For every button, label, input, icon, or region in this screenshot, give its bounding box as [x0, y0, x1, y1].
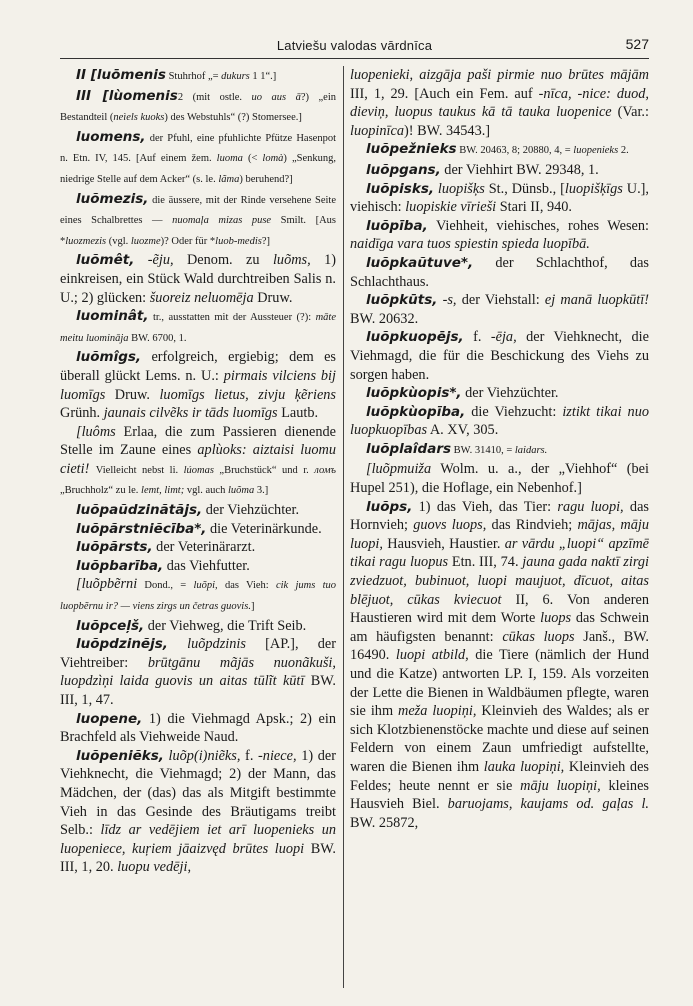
entry-text: BW. 20632. [350, 310, 419, 327]
entry-text: baruojams, kaujams od. gaļas l. [447, 796, 649, 813]
entry-text: Viehheit, viehisches, rohes Wesen: [427, 217, 649, 234]
dictionary-columns [60, 66, 649, 988]
dictionary-entry [60, 635, 336, 709]
entry-text: 3.] [254, 485, 269, 497]
entry-text: luomīgs lietus, zivju ķẽriens [159, 386, 336, 403]
entry-text: der Viehzüchter. [202, 502, 300, 519]
dictionary-entry [350, 254, 649, 291]
entry-text: das Hornvieh; [350, 498, 649, 534]
entry-text: [luõpbẽrni [76, 576, 138, 593]
page-title: Latviešu valodas vārdnīca [276, 38, 433, 53]
dictionary-entry [60, 190, 336, 252]
dictionary-entry [60, 128, 336, 190]
entry-text: luopenieki, aizgāja paši pirmie nuo brūtes mājām [350, 67, 649, 83]
entry-headword: luõpaũdzinãtãjs, [76, 502, 203, 519]
entry-text: tr., ausstatten mit der Aussteuer (?): [148, 312, 316, 324]
entry-text: 2. [618, 145, 629, 157]
entry-text: (mit ostle. [183, 91, 252, 103]
entry-text: Stuhrhof „= [165, 71, 222, 82]
entry-text [168, 636, 187, 652]
entry-text: jaunais cilvẽks ir tāds luomīgs [103, 405, 278, 422]
entry-text: (Var.: [611, 104, 649, 121]
entry-text: der Viehweg, die Trift Seib. [144, 617, 307, 634]
entry-text: „Bruchstück“ und r. [213, 464, 315, 476]
entry-text: guovs luops, [413, 517, 487, 534]
entry-text: St., Dünsb., [ [484, 180, 565, 197]
entry-headword: luõpbarība, [76, 557, 164, 574]
entry-text: lemt, limt; [141, 485, 185, 497]
entry-text: iztikt tikai nuo luopkuopības [350, 403, 649, 439]
dictionary-entry [60, 251, 336, 307]
entry-text: die Tiere (nämlich der Hund und die Katze) antworten LP. I, 159. Als vorzeiten der Lette die Bienen in Waldbäumen pflegte, waren sie ihm [350, 647, 649, 720]
entry-text: Druw. [105, 386, 160, 403]
dictionary-entry [60, 348, 336, 422]
entry-text: das Schwein am häufigsten benannt: [350, 610, 649, 645]
entry-headword: luõpība, [366, 217, 428, 234]
entry-text: 1) der Viehknecht, die Viehmagd; 2) der Mann, das Mädchen, der (das) das als Mitgift bestimmte Vieh in das Gesinde des Bräutigams treibt Selb.: [60, 747, 336, 839]
entry-headword: luõpkùopība, [366, 403, 466, 420]
page-header [60, 30, 649, 59]
entry-text: 1) die Viehmagd Apsk.; 2) ein Brachfeld als Viehweide Naud. [60, 710, 336, 746]
entry-headword: luõpkūts, [366, 292, 438, 309]
dictionary-entry [350, 66, 649, 140]
entry-text: f. [240, 747, 259, 764]
entry-text: Kleinvieh des Feldes; heute nennt er sie [350, 758, 649, 794]
entry-text: lauka luopiņi, [483, 758, 565, 775]
dictionary-entry [350, 291, 649, 328]
entry-text: luops [540, 610, 572, 627]
entry-text: luopi atbild, [395, 647, 469, 664]
dictionary-entry [350, 140, 649, 161]
entry-text: ?] [261, 235, 270, 247]
entry-text: kleines Hausvieh Biel. [350, 777, 649, 813]
entry-text: die Veterinärkunde. [206, 520, 322, 537]
entry-headword: luõpkùopis*, [366, 385, 462, 402]
dictionary-entry [350, 403, 649, 440]
entry-text: ломъ [314, 464, 336, 476]
dictionary-entry [350, 161, 649, 180]
entry-text: [luôms [76, 423, 116, 440]
entry-text: luoma [216, 153, 243, 165]
entry-headword: III [lùomenis [76, 87, 178, 104]
dictionary-entry [350, 180, 649, 217]
entry-text: f. [463, 329, 491, 346]
entry-text: BW. 31410, = [451, 444, 515, 456]
entry-text: naidīga vara tuos spiestin spieda luopībā. [350, 236, 590, 253]
entry-text: luopinīca [350, 122, 405, 139]
dictionary-entry [60, 307, 336, 348]
entry-text: lomà [262, 153, 284, 165]
page-number: 527 [625, 36, 649, 52]
entry-text: luopiskie vīrieši [405, 199, 497, 216]
dictionary-entry [60, 747, 336, 877]
entry-headword: luõpgans, [366, 161, 441, 178]
entry-text: luõpi, [193, 580, 218, 592]
entry-text: der Veterinärarzt. [152, 539, 256, 556]
entry-text: luozme [130, 235, 161, 247]
entry-headword: luõpãrsts, [76, 539, 153, 556]
entry-headword: luõpkuopējs, [366, 329, 464, 346]
entry-text: līdz ar vedējiem iet arī luopenieks un luopeniece, kuŗiem jāaizvęd brūtes luopi [60, 822, 336, 857]
entry-text: māte meitu luomināja [60, 312, 336, 344]
entry-text: vgl. auch [184, 485, 228, 497]
entry-headword: luõpkaũtuve*, [366, 254, 474, 271]
entry-text: Lautb. [277, 405, 319, 422]
entry-text: mājas, māju luopi, [350, 517, 649, 552]
entry-text: -ẽju, [147, 252, 174, 269]
entry-text: das Vieh: [217, 580, 276, 592]
entry-text: -niece, [258, 747, 297, 764]
entry-text: luõpdzinis [187, 636, 246, 653]
entry-text: Wolm. u. a., der „Viehhof“ (bei Hupel 251), die Hoflage, ein Nebenhof.] [350, 461, 649, 497]
entry-text [134, 252, 147, 268]
entry-text: luõma [227, 485, 255, 497]
entry-text: ar vārdu „luopi“ apzīmē tikai ragu luopus [350, 535, 649, 571]
entry-text: das Rindvieh; [486, 517, 578, 534]
entry-text: luopišķīgs [564, 180, 623, 197]
entry-headword: luõpežnieks [366, 141, 457, 158]
dictionary-entry [60, 538, 336, 557]
entry-text: III, 1, 29. [Auch ein Fem. auf [350, 85, 539, 102]
entry-text: die Viehzucht: [465, 403, 563, 420]
dictionary-entry [60, 710, 336, 747]
dictionary-entry [60, 423, 336, 501]
entry-text: luõms, [272, 252, 311, 269]
entry-text: Stari II, 940. [496, 199, 572, 216]
left-column [60, 66, 336, 988]
entry-text: (< [242, 153, 263, 165]
entry-text: lãma [218, 173, 240, 185]
entry-text: 1) das Vieh, das Tier: [412, 498, 558, 515]
entry-headword: luõpceļš, [76, 617, 145, 634]
entry-text: cūkas luops [502, 628, 575, 645]
dictionary-entry [350, 460, 649, 497]
entry-headword: luõpãrstniẽcība*, [76, 520, 207, 537]
entry-headword: luõpeniẽks, [76, 747, 164, 764]
entry-text: Kleinvieh des Waldes; als er sich Klotzbienenstöcke machte und diese auf seinen Feldern von einem Zaun umfriedigt aufstellte, waren die Bienen ihm [350, 703, 649, 775]
entry-text: ) beruhend?] [239, 173, 293, 185]
entry-text: ragu luopi, [557, 498, 624, 515]
entry-text: luozmezis [65, 235, 107, 247]
entry-text: (vgl. [106, 235, 131, 247]
entry-text: [AP.], der Viehtreiber: [60, 636, 336, 671]
entry-text: A. XV, 305. [427, 422, 499, 439]
entry-text: neìels kuoks [113, 112, 165, 124]
entry-text: luõp(i)niẽks, [168, 747, 241, 764]
dictionary-entry [60, 557, 336, 576]
entry-text: ?) „ein Bestandteil ( [60, 91, 336, 124]
entry-headword: luomens, [76, 128, 146, 145]
entry-text: der Viehknecht, die Viehmagd, die für die Beschickung des Viehs zu sorgen haben. [350, 329, 649, 383]
entry-text: Vielleicht nebst li. [95, 464, 184, 476]
entry-text: erfolgreich, ergiebig; dem es überall glückt Lems. n. U.: [60, 349, 336, 384]
entry-text: BW. 20463, 8; 20880, 4, = [456, 145, 574, 157]
entry-headword: luõmêt, [76, 252, 135, 269]
right-column [350, 66, 649, 988]
dictionary-entry [60, 66, 336, 87]
dictionary-entry [60, 575, 336, 616]
entry-text: der Schlachthof, das Schlachthaus. [350, 254, 649, 290]
entry-text: luob-medis [215, 235, 262, 247]
entry-text: 1 1“.] [249, 71, 277, 82]
entry-text: )! BW. 34543.] [404, 122, 491, 139]
entry-headword: luopene, [76, 710, 143, 727]
entry-text: der Viehhirt BW. 29348, 1. [440, 161, 599, 178]
entry-text: Druw. [253, 289, 293, 306]
entry-text: 2 [177, 91, 184, 103]
entry-text: Janš., BW. 16490. [350, 628, 649, 664]
entry-headword: luõpdzinẽjs, [76, 636, 168, 653]
entry-text: luopenieks [573, 145, 619, 157]
entry-headword: luominât, [76, 308, 149, 325]
dictionary-entry [350, 217, 649, 254]
dictionary-entry [350, 498, 649, 833]
entry-text: BW. 6700, 1. [128, 332, 187, 344]
entry-text: der Viehstall: [456, 292, 545, 309]
dictionary-entry [350, 328, 649, 384]
dictionary-entry [60, 520, 336, 539]
entry-text: ) „Senkung, niedrige Stelle auf dem Acker“ (s. le. [60, 153, 336, 185]
entry-text: ] [250, 601, 255, 613]
column-divider [343, 66, 344, 988]
entry-text: BW. III, 1, 20. [60, 840, 336, 876]
entry-headword: luõps, [366, 498, 413, 515]
entry-headword: luõmezis, [76, 190, 149, 207]
entry-text: brūtgānu mãjās nuonãkuši, luopdzìņi laida guovis un aitas tūlĩt kūtī [60, 654, 336, 690]
entry-text: Grünh. [60, 405, 104, 422]
entry-text: Erlaa, die zum Passieren dienende Stelle im Zaune eines [60, 423, 336, 459]
entry-text: BW. 25872, [350, 814, 419, 831]
entry-headword: luõmîgs, [76, 349, 142, 366]
dictionary-entry [60, 87, 336, 128]
dictionary-entry [60, 501, 336, 520]
entry-text: Etn. III, 74. [448, 554, 523, 571]
entry-text: šuoreiz neluomēja [149, 289, 254, 306]
entry-text: der Viehzüchter. [461, 385, 559, 402]
entry-text: II, 6. Von anderen Haustieren wird mit dem Worte [350, 591, 649, 627]
entry-text: cik jums tuo luopbẽrnu ir? — viens zirgs un četras guovis. [60, 580, 336, 613]
entry-text: dukurs [221, 71, 250, 82]
entry-text: „Bruchholz“ zu le. [60, 485, 142, 497]
entry-text: luopišķs [437, 180, 485, 197]
entry-text: BW. III, 1, 47. [60, 673, 336, 708]
entry-headword: luõpisks, [366, 180, 434, 197]
entry-text: uo aus ā [251, 91, 301, 103]
dictionary-entry [350, 440, 649, 461]
entry-text: )? Oder für * [160, 235, 216, 247]
entry-text: Denom. zu [173, 252, 273, 269]
entry-text: U.], viehisch: [350, 180, 649, 216]
entry-text: pirmais vilciens bij luomīgs [60, 367, 336, 403]
entry-text: Smilt. [Aus * [60, 215, 336, 247]
entry-text: -ēja, [490, 329, 517, 346]
entry-text: 1) einkreisen, ein Stück Wald durchtreiben Salis n. U.; 2) glücken: [60, 252, 336, 306]
entry-text: der Pfuhl, eine pfuhlichte Pfütze Hasenpot n. Etn. IV, 145. [Auf einem žem. [60, 132, 336, 165]
entry-text: nuomaļa mizas puse [172, 215, 272, 227]
entry-text: laidars. [514, 444, 548, 456]
entry-text: meža luopiņi, [398, 703, 477, 720]
entry-text: [luõpmuiža [366, 461, 432, 478]
entry-text: jauna gada naktī zirgi zviedzuot, bubinuot, luopi maujuot, dīcuot, aitas blējuot, cūkas kviecuot [350, 554, 649, 608]
entry-headword: luõplaîdars [366, 440, 452, 457]
entry-text: Dond., = [137, 580, 194, 592]
entry-text: -nīca, -nice: duod, dieviņ, luopus taukus kā tā tauka luopenice [350, 85, 649, 121]
entry-text: die äussere, mit der Rinde versehene Seite eines Schalbrettes — [60, 194, 336, 227]
entry-text: das Viehfutter. [163, 557, 250, 574]
entry-text: -s, [442, 292, 457, 309]
dictionary-entry [60, 617, 336, 636]
entry-text: luopu vedēji, [117, 859, 192, 876]
entry-headword: II [luōmenis [76, 67, 166, 83]
entry-text: māju luopiņi, [520, 777, 601, 794]
entry-text: Hausvieh, Haustier. [382, 535, 505, 552]
entry-text: lúomas [183, 464, 214, 476]
dictionary-entry [350, 384, 649, 403]
entry-text: ej manā luopkūtī! [544, 292, 649, 309]
entry-text: ) des Webstuhls“ (?) Stomersee.] [164, 112, 302, 124]
entry-text: aplùoks: aiztaisi luomu cieti! [60, 442, 336, 477]
